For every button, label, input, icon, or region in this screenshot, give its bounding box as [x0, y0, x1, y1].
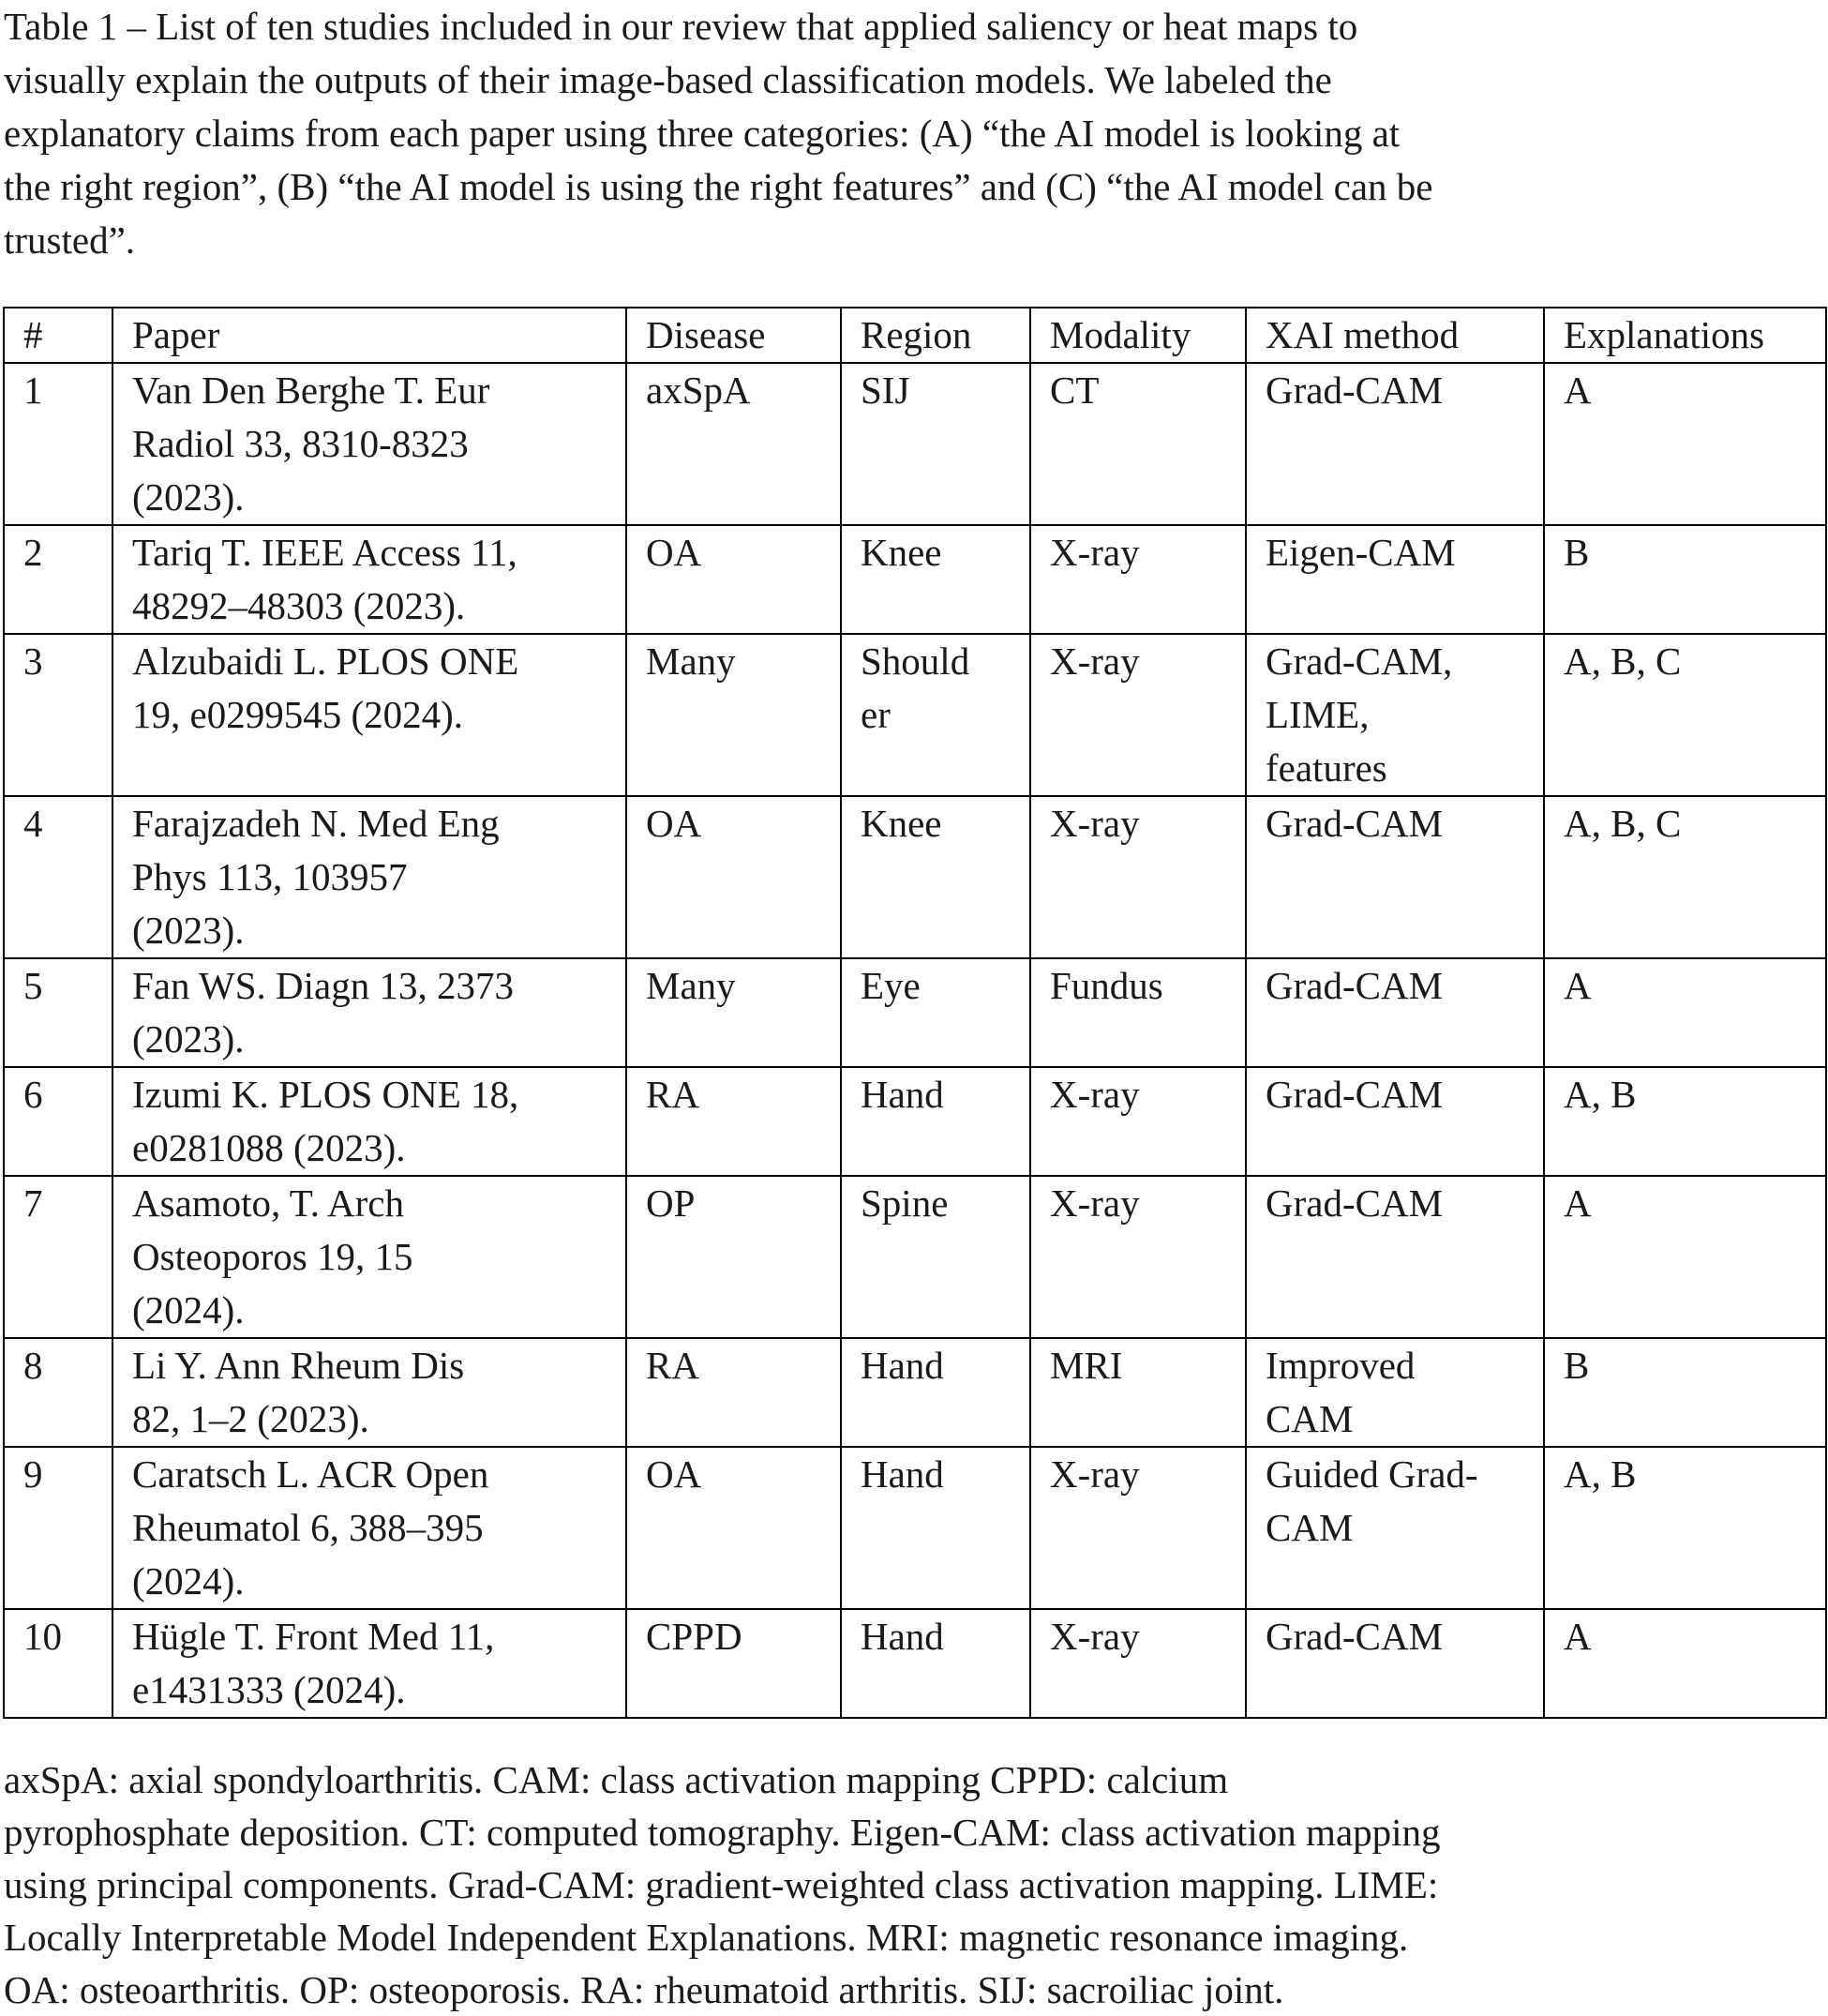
cell-region: Knee	[841, 796, 1030, 958]
table-row	[4, 363, 1826, 525]
cell-region: SIJ	[841, 363, 1030, 525]
table-caption: Table 1 – List of ten studies included in our review that applied saliency or heat maps to visually explain the outputs of their image-based classification models. We labeled the explanatory claims from each paper using three categories: (A) “the AI model is looking at the right region”, (B) “the AI model is using the right features” and (C) “the AI model can be trusted”.	[4, 5, 1433, 262]
header-modality: Modality	[1030, 308, 1246, 363]
cell-disease: Many	[626, 634, 841, 796]
cell-xai-method: Improved CAM	[1246, 1338, 1544, 1447]
cell-number: 2	[4, 525, 112, 634]
cell-modality: X-ray	[1030, 1176, 1246, 1338]
cell-xai-method: Grad-CAM	[1246, 1067, 1544, 1176]
cell-modality: X-ray	[1030, 796, 1246, 958]
table-row	[4, 1067, 1826, 1176]
cell-xai-method: Grad-CAM, LIME, features	[1246, 634, 1544, 796]
cell-number: 7	[4, 1176, 112, 1338]
cell-number: 10	[4, 1609, 112, 1718]
cell-number: 5	[4, 958, 112, 1067]
header-disease: Disease	[626, 308, 841, 363]
cell-explanations: A	[1544, 1176, 1826, 1338]
cell-disease: CPPD	[626, 1609, 841, 1718]
cell-region: Hand	[841, 1338, 1030, 1447]
header-paper: Paper	[112, 308, 626, 363]
table-row	[4, 525, 1826, 634]
cell-region: Knee	[841, 525, 1030, 634]
cell-paper: Alzubaidi L. PLOS ONE 19, e0299545 (2024).	[112, 634, 626, 796]
cell-explanations: A, B	[1544, 1447, 1826, 1609]
cell-region: Hand	[841, 1067, 1030, 1176]
cell-xai-method: Grad-CAM	[1246, 363, 1544, 525]
cell-disease: OA	[626, 525, 841, 634]
cell-xai-method: Grad-CAM	[1246, 958, 1544, 1067]
cell-explanations: A, B	[1544, 1067, 1826, 1176]
cell-xai-method: Guided Grad- CAM	[1246, 1447, 1544, 1609]
cell-paper: Izumi K. PLOS ONE 18, e0281088 (2023).	[112, 1067, 626, 1176]
header-xai-method: XAI method	[1246, 308, 1544, 363]
cell-modality: X-ray	[1030, 1609, 1246, 1718]
cell-modality: X-ray	[1030, 525, 1246, 634]
cell-paper: Hügle T. Front Med 11, e1431333 (2024).	[112, 1609, 626, 1718]
header-region: Region	[841, 308, 1030, 363]
cell-number: 9	[4, 1447, 112, 1609]
cell-disease: axSpA	[626, 363, 841, 525]
cell-disease: OA	[626, 796, 841, 958]
table-row	[4, 1338, 1826, 1447]
cell-explanations: A, B, C	[1544, 796, 1826, 958]
cell-modality: X-ray	[1030, 634, 1246, 796]
cell-paper: Fan WS. Diagn 13, 2373 (2023).	[112, 958, 626, 1067]
cell-region: Eye	[841, 958, 1030, 1067]
cell-explanations: B	[1544, 1338, 1826, 1447]
cell-explanations: A, B, C	[1544, 634, 1826, 796]
cell-region: Hand	[841, 1447, 1030, 1609]
cell-modality: X-ray	[1030, 1067, 1246, 1176]
header-explanations: Explanations	[1544, 308, 1826, 363]
cell-xai-method: Eigen-CAM	[1246, 525, 1544, 634]
cell-modality: MRI	[1030, 1338, 1246, 1447]
cell-number: 4	[4, 796, 112, 958]
table-header-row	[4, 308, 1826, 363]
cell-number: 3	[4, 634, 112, 796]
table-row	[4, 1447, 1826, 1609]
cell-xai-method: Grad-CAM	[1246, 796, 1544, 958]
header-number: #	[4, 308, 112, 363]
cell-disease: OA	[626, 1447, 841, 1609]
cell-number: 1	[4, 363, 112, 525]
table-row	[4, 1609, 1826, 1718]
cell-disease: OP	[626, 1176, 841, 1338]
cell-paper: Tariq T. IEEE Access 11, 48292–48303 (2023).	[112, 525, 626, 634]
cell-paper: Caratsch L. ACR Open Rheumatol 6, 388–395 (2024).	[112, 1447, 626, 1609]
cell-modality: CT	[1030, 363, 1246, 525]
cell-disease: Many	[626, 958, 841, 1067]
cell-explanations: A	[1544, 1609, 1826, 1718]
cell-explanations: A	[1544, 958, 1826, 1067]
cell-paper: Farajzadeh N. Med Eng Phys 113, 103957 (2023).	[112, 796, 626, 958]
cell-modality: Fundus	[1030, 958, 1246, 1067]
table-row	[4, 796, 1826, 958]
cell-number: 8	[4, 1338, 112, 1447]
cell-paper: Van Den Berghe T. Eur Radiol 33, 8310-8323 (2023).	[112, 363, 626, 525]
cell-number: 6	[4, 1067, 112, 1176]
table-row	[4, 958, 1826, 1067]
cell-modality: X-ray	[1030, 1447, 1246, 1609]
cell-disease: RA	[626, 1338, 841, 1447]
cell-disease: RA	[626, 1067, 841, 1176]
cell-paper: Asamoto, T. Arch Osteoporos 19, 15 (2024).	[112, 1176, 626, 1338]
cell-paper: Li Y. Ann Rheum Dis 82, 1–2 (2023).	[112, 1338, 626, 1447]
cell-region: Hand	[841, 1609, 1030, 1718]
cell-explanations: B	[1544, 525, 1826, 634]
abbreviations-footnote: axSpA: axial spondyloarthritis. CAM: class activation mapping CPPD: calcium pyrophosphate deposition. CT: computed tomography. Eigen-CAM: class activation mapping using principal components. Grad-CAM: gradient-weighted class activation mapping. LIME: Locally Interpretable Model Independent Explanations. MRI: magnetic resonance imaging. OA: osteoarthritis. OP: osteoporosis. RA: rheumatoid arthritis. SIJ: sacroiliac joint.	[4, 1758, 1441, 2011]
table-row	[4, 1176, 1826, 1338]
cell-region: Should er	[841, 634, 1030, 796]
studies-table	[3, 307, 1827, 1719]
cell-region: Spine	[841, 1176, 1030, 1338]
cell-explanations: A	[1544, 363, 1826, 525]
table-row	[4, 634, 1826, 796]
cell-xai-method: Grad-CAM	[1246, 1176, 1544, 1338]
cell-xai-method: Grad-CAM	[1246, 1609, 1544, 1718]
